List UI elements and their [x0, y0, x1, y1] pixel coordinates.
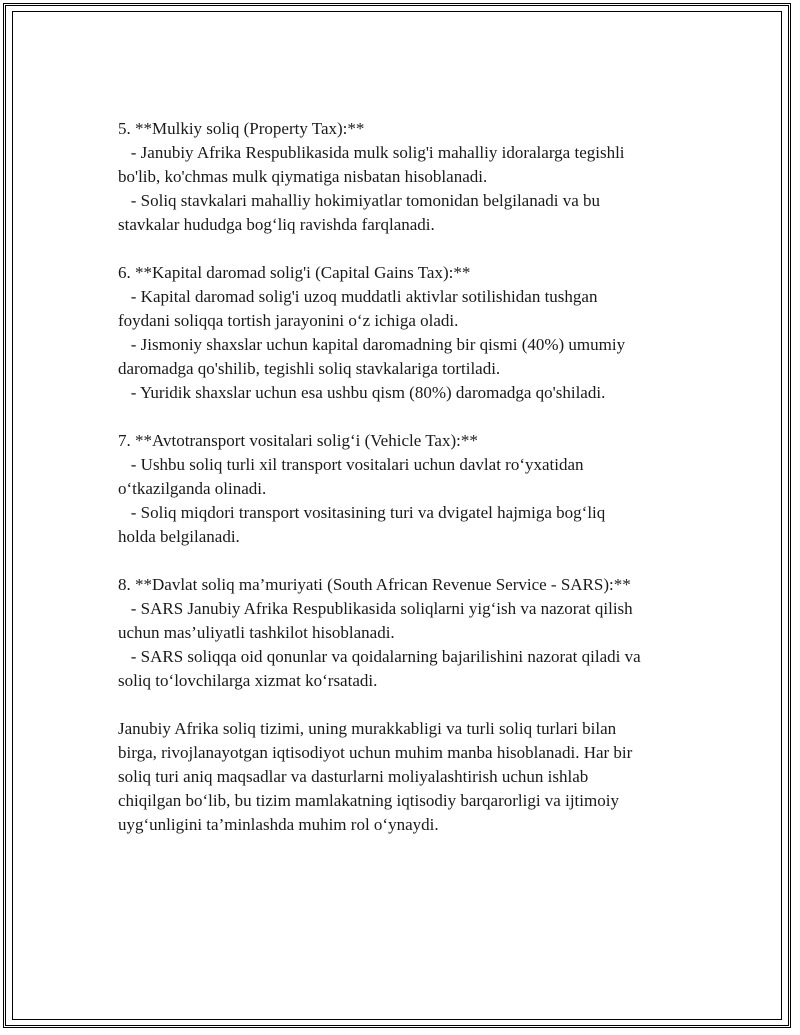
text-line: - Yuridik shaxslar uchun esa ushbu qism (80%) daromadga qo'shiladi. [118, 383, 606, 402]
paragraph-spacer [118, 237, 718, 261]
paragraph-spacer [118, 405, 718, 429]
section-heading: 6. **Kapital daromad solig'i (Capital Gains Tax):** [118, 263, 471, 282]
section-heading: 5. **Mulkiy soliq (Property Tax):** [118, 119, 365, 138]
text-line: foydani soliqqa tortish jarayonini o‘z ichiga oladi. [118, 311, 459, 330]
text-line: chiqilgan bo‘lib, bu tizim mamlakatning iqtisodiy barqarorligi va ijtimoiy [118, 791, 619, 810]
text-line: birga, rivojlanayotgan iqtisodiyot uchun muhim manba hisoblanadi. Har bir [118, 743, 633, 762]
text-line: - Ushbu soliq turli xil transport vositalari uchun davlat ro‘yxatidan [118, 455, 584, 474]
text-line: - Janubiy Afrika Respublikasida mulk solig'i mahalliy idoralarga tegishli [118, 143, 625, 162]
text-line: bo'lib, ko'chmas mulk qiymatiga nisbatan hisoblanadi. [118, 167, 488, 186]
text-line: Janubiy Afrika soliq tizimi, uning murakkabligi va turli soliq turlari bilan [118, 719, 617, 738]
text-line: stavkalar hududga bog‘liq ravishda farqlanadi. [118, 215, 435, 234]
text-line: soliq to‘lovchilarga xizmat ko‘rsatadi. [118, 671, 378, 690]
text-line: - Jismoniy shaxslar uchun kapital daromadning bir qismi (40%) umumiy [118, 335, 626, 354]
paragraph-spacer [118, 693, 718, 717]
section-capital-gains-tax [118, 261, 718, 405]
text-line: daromadga qo'shilib, tegishli soliq stavkalariga tortiladi. [118, 359, 501, 378]
section-property-tax [118, 117, 718, 237]
document-body [118, 117, 718, 837]
section-vehicle-tax [118, 429, 718, 549]
text-line: soliq turi aniq maqsadlar va dasturlarni moliyalashtirish uchun ishlab [118, 767, 589, 786]
text-line: uyg‘unligini ta’minlashda muhim rol o‘ynaydi. [118, 815, 439, 834]
section-sars [118, 573, 718, 693]
text-line: - Soliq stavkalari mahalliy hokimiyatlar tomonidan belgilanadi va bu [118, 191, 601, 210]
text-line: - SARS Janubiy Afrika Respublikasida soliqlarni yig‘ish va nazorat qilish [118, 599, 633, 618]
text-line: - SARS soliqqa oid qonunlar va qoidalarning bajarilishini nazorat qiladi va [118, 647, 641, 666]
text-line: holda belgilanadi. [118, 527, 240, 546]
section-conclusion [118, 717, 718, 837]
text-line: uchun mas’uliyatli tashkilot hisoblanadi. [118, 623, 395, 642]
text-line: o‘tkazilganda olinadi. [118, 479, 267, 498]
section-heading: 7. **Avtotransport vositalari solig‘i (Vehicle Tax):** [118, 431, 478, 450]
section-heading: 8. **Davlat soliq ma’muriyati (South African Revenue Service - SARS):** [118, 575, 631, 594]
paragraph-spacer [118, 549, 718, 573]
text-line: - Soliq miqdori transport vositasining turi va dvigatel hajmiga bog‘liq [118, 503, 606, 522]
text-line: - Kapital daromad solig'i uzoq muddatli aktivlar sotilishidan tushgan [118, 287, 598, 306]
